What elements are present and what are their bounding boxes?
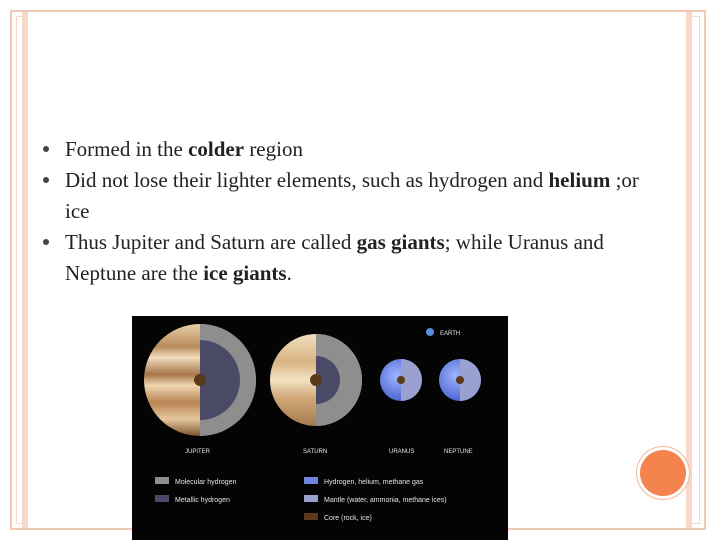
bullet-emphasis: ice giants (203, 261, 287, 285)
legend-label: Hydrogen, helium, methane gas (324, 479, 424, 486)
legend-swatch-metallic-hydrogen (155, 495, 169, 502)
legend-label: Metallic hydrogen (175, 497, 230, 504)
legend-label: Mantle (water, ammonia, methane ices) (324, 497, 447, 504)
planet-label-saturn: SATURN (303, 449, 328, 455)
legend-label: Molecular hydrogen (175, 479, 237, 486)
bullet-text: Did not lose their lighter elements, such as hydrogen and (65, 168, 549, 192)
planet-interiors-figure (132, 316, 508, 540)
planet-interiors-svg (132, 316, 508, 540)
neptune-cutaway (439, 359, 481, 401)
legend-swatch-molecular-hydrogen (155, 477, 169, 484)
bullet-dot-icon (43, 239, 49, 245)
bullet-dot-icon (43, 177, 49, 183)
legend-label: Core (rock, ice) (324, 515, 372, 522)
planet-label-jupiter: JUPITER (185, 449, 211, 455)
bullet-text: Formed in the (65, 137, 189, 161)
bullet-list (42, 134, 642, 289)
bullet-emphasis: helium (548, 168, 611, 192)
legend-swatch-core (304, 513, 318, 520)
planet-label-uranus: URANUS (389, 449, 415, 455)
legend-swatch-hydrogen-helium-methane (304, 477, 318, 484)
svg-text:EARTH: EARTH (440, 331, 461, 337)
earth-icon (426, 328, 460, 337)
legend-swatch-mantle (304, 495, 318, 502)
bullet-emphasis: colder (188, 137, 245, 161)
bullet-dot-icon (43, 146, 49, 152)
saturn-cutaway (270, 334, 362, 426)
bullet-text: ; while Uranus and Neptune are the (65, 230, 604, 285)
uranus-cutaway (380, 359, 422, 401)
bullet-text: region (244, 137, 303, 161)
bullet-text: . (286, 261, 292, 285)
jupiter-cutaway (144, 324, 256, 436)
bullet-emphasis: gas giants (356, 230, 445, 254)
bullet-item (42, 134, 642, 165)
planet-label-neptune: NEPTUNE (444, 449, 473, 455)
bullet-item (42, 227, 642, 289)
bullet-text: ;or ice (65, 168, 639, 223)
bullet-item (42, 165, 642, 227)
legend (155, 477, 447, 522)
bullet-text: Thus Jupiter and Saturn are called (65, 230, 357, 254)
orange-circle-decoration (640, 450, 686, 496)
